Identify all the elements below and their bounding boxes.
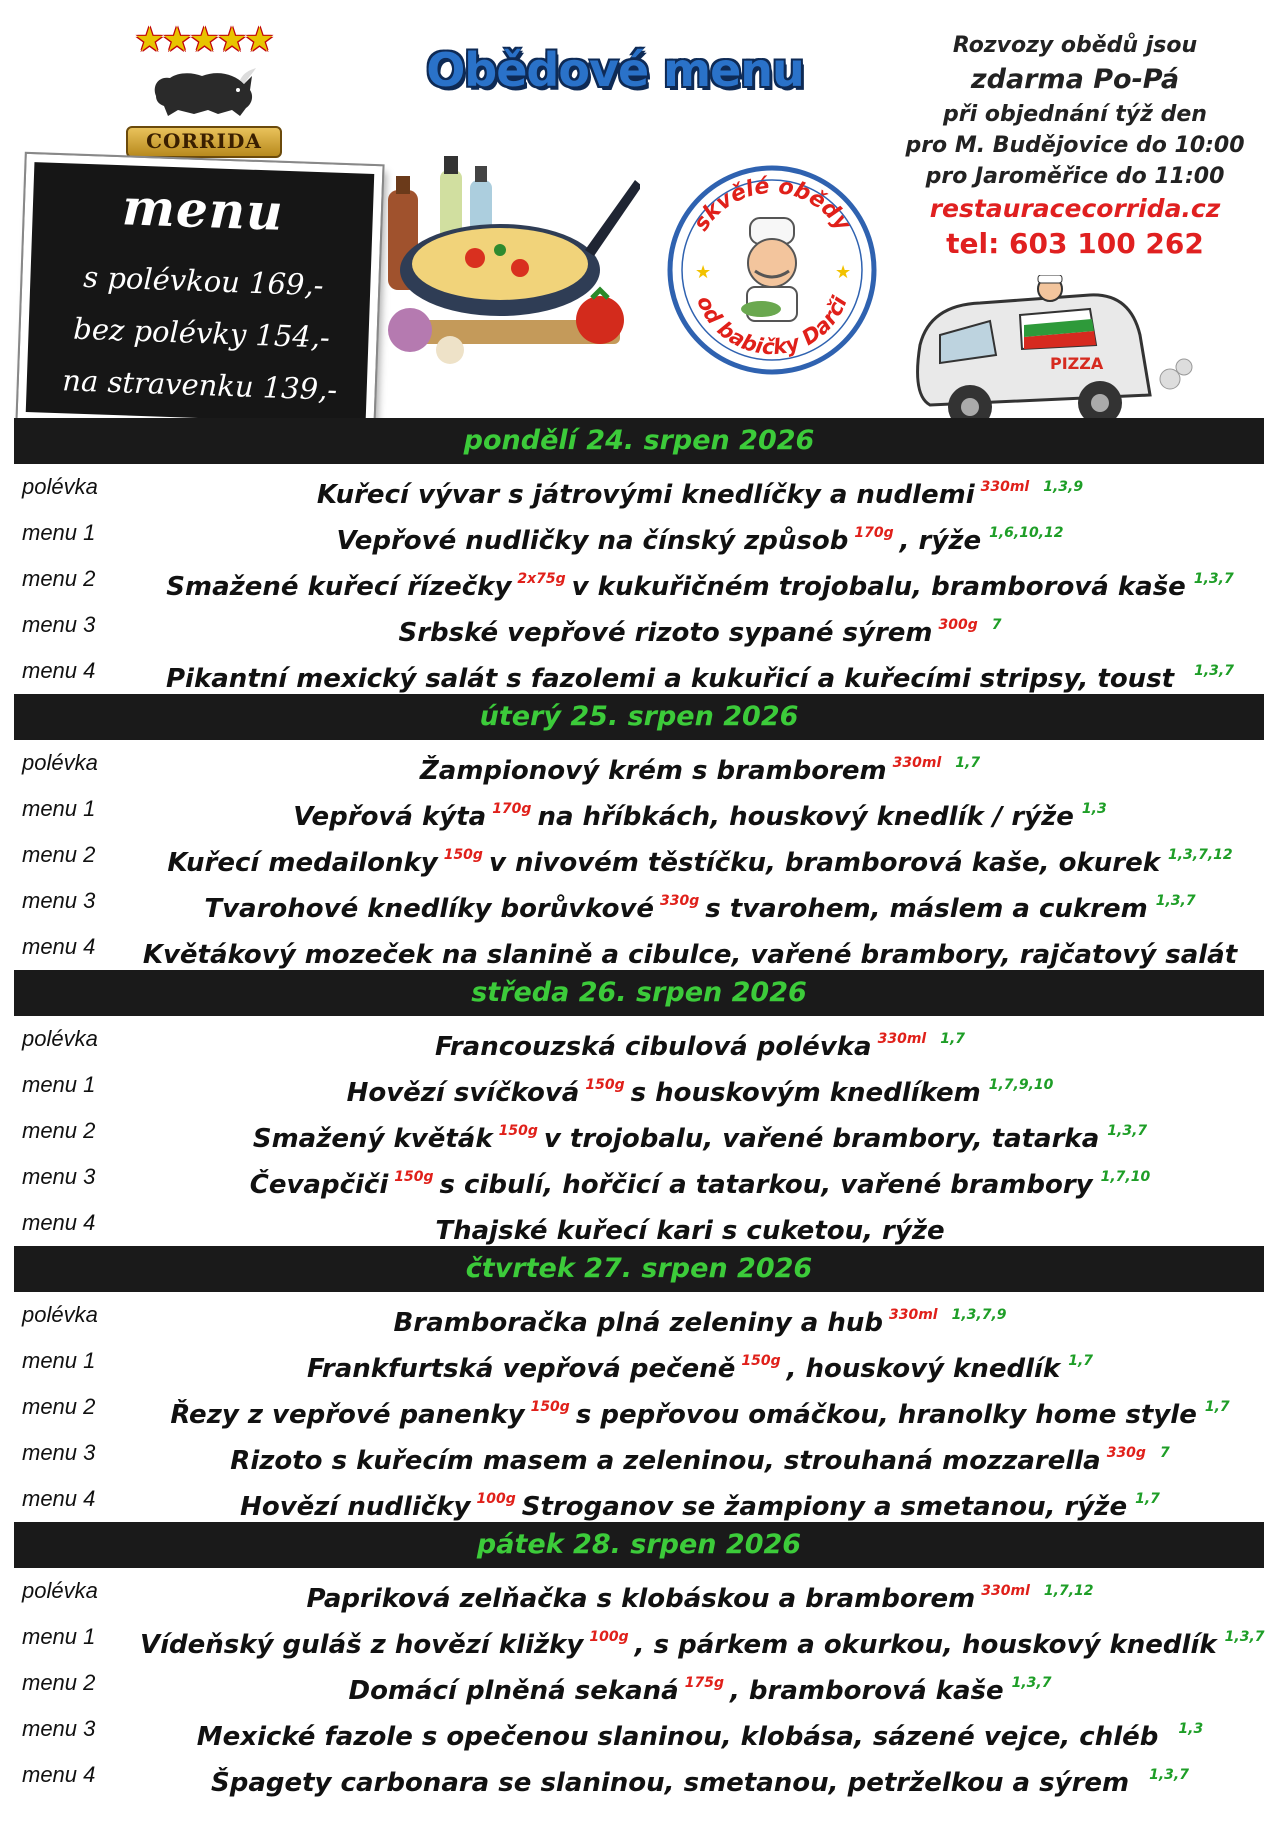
delivery-line: při objednání týž den	[943, 102, 1207, 127]
corrida-logo	[118, 20, 288, 153]
dish-name: Papriková zelňačka s klobáskou a bramborem	[306, 1584, 976, 1614]
item-label: polévka	[22, 750, 98, 775]
dish-detail: , rýže	[899, 526, 982, 556]
item-label: menu 4	[22, 1486, 96, 1511]
dish-weight: 330ml	[892, 755, 942, 771]
menu-item	[0, 1384, 1280, 1430]
board-heading: menu	[121, 177, 285, 242]
menu-item	[0, 878, 1280, 924]
delivery-van-illustration	[900, 275, 1200, 435]
dish-name: Thajské kuřecí kari s cuketou, rýže	[435, 1216, 945, 1246]
item-label: menu 3	[22, 1716, 96, 1741]
cooking-pan-illustration	[380, 150, 640, 380]
svg-text:★: ★	[695, 262, 712, 283]
dish-detail: v nivovém těstíčku, bramborová kaše, okurek	[488, 848, 1160, 878]
menu-item	[0, 832, 1280, 878]
dish-weight: 300g	[938, 617, 978, 633]
item-label: menu 1	[22, 1624, 96, 1649]
dish-allergens: 1,3,7	[1149, 1767, 1189, 1783]
delivery-line: zdarma Po-Pá	[970, 64, 1180, 95]
dish-allergens: 1,3	[1178, 1721, 1204, 1737]
dish-weight: 150g	[585, 1077, 625, 1093]
menu-item	[0, 740, 1280, 786]
dish-name: Smažené kuřecí řízečky	[166, 572, 512, 602]
dish-weight: 150g	[741, 1353, 781, 1369]
dish-name: Mexické fazole s opečenou slaninou, klobása, sázené vejce, chléb	[196, 1722, 1159, 1752]
dish-allergens: 1,7	[955, 755, 981, 771]
day-header: středa 26. srpen 2026	[14, 970, 1264, 1016]
menu-item	[0, 786, 1280, 832]
dish-allergens: 1,3,7	[1107, 1123, 1148, 1139]
dish-detail: s houskovým knedlíkem	[630, 1078, 981, 1108]
menu-item	[0, 648, 1280, 694]
menu-item	[0, 1016, 1280, 1062]
menu-item	[0, 1108, 1280, 1154]
dish-allergens: 1,3,7,9	[951, 1307, 1007, 1323]
dish-name: Bramboračka plná zeleniny a hub	[393, 1308, 883, 1338]
dish-allergens: 1,3,7,12	[1168, 847, 1233, 863]
day-section	[0, 970, 1280, 1246]
dish-detail: na hříbkách, houskový knedlík / rýže	[537, 802, 1074, 832]
dish-weight: 150g	[394, 1169, 434, 1185]
van-label: PIZZA	[1050, 354, 1104, 373]
dish-weight: 2x75g	[517, 571, 566, 587]
dish-allergens: 7	[1159, 1445, 1170, 1461]
item-label: polévka	[22, 1578, 98, 1603]
item-label: menu 2	[22, 1394, 96, 1419]
item-label: menu 1	[22, 1072, 96, 1097]
menu-item	[0, 1568, 1280, 1614]
dish-name: Vepřová kýta	[293, 802, 487, 832]
dish-allergens: 1,3,9	[1043, 479, 1084, 495]
dish-allergens: 1,3,7	[1011, 1675, 1052, 1691]
menu-item	[0, 1200, 1280, 1246]
dish-allergens: 1,6,10,12	[989, 525, 1064, 541]
menu-item	[0, 464, 1280, 510]
item-label: menu 3	[22, 612, 96, 637]
svg-text:★: ★	[835, 262, 852, 283]
website-link[interactable]: restauracecorrida.cz	[929, 194, 1221, 223]
item-label: menu 4	[22, 934, 96, 959]
day-header: čtvrtek 27. srpen 2026	[14, 1246, 1264, 1292]
dish-name: Květákový mozeček na slanině a cibulce, vařené brambory, rajčatový salát	[142, 940, 1238, 970]
item-label: menu 1	[22, 796, 96, 821]
dish-weight: 330g	[1106, 1445, 1146, 1461]
chef-badge	[665, 163, 879, 377]
menu-item	[0, 1338, 1280, 1384]
item-label: menu 2	[22, 1118, 96, 1143]
day-section	[0, 1522, 1280, 1798]
menu-item	[0, 510, 1280, 556]
dish-allergens: 1,3	[1081, 801, 1107, 817]
dish-weight: 330ml	[888, 1307, 938, 1323]
item-label: menu 3	[22, 888, 96, 913]
dish-detail: , bramborová kaše	[729, 1676, 1004, 1706]
item-label: menu 1	[22, 1348, 96, 1373]
delivery-line: Rozvozy obědů jsou	[952, 33, 1198, 58]
menu-item	[0, 1062, 1280, 1108]
bull-icon	[148, 66, 258, 118]
day-header: pátek 28. srpen 2026	[14, 1522, 1264, 1568]
item-label: menu 4	[22, 1210, 96, 1235]
item-label: menu 1	[22, 520, 96, 545]
day-section	[0, 694, 1280, 970]
menu-item	[0, 1660, 1280, 1706]
dish-weight: 100g	[476, 1491, 516, 1507]
dish-allergens: 1,3,7	[1224, 1629, 1265, 1645]
dish-name: Kuřecí vývar s játrovými knedlíčky a nudlemi	[316, 480, 975, 510]
page-title: Obědové menu	[426, 43, 804, 97]
dish-name: Špagety carbonara se slaninou, smetanou, petrželkou a sýrem	[211, 1768, 1130, 1798]
item-label: menu 4	[22, 1762, 96, 1787]
dish-weight: 330ml	[980, 479, 1030, 495]
delivery-line: pro M. Budějovice do 10:00	[905, 133, 1245, 158]
dish-allergens: 1,7,12	[1043, 1583, 1094, 1599]
dish-weight: 170g	[854, 525, 894, 541]
dish-allergens: 1,3,7	[1193, 571, 1234, 587]
item-label: menu 3	[22, 1164, 96, 1189]
dish-name: Rizoto s kuřecím masem a zeleninou, strouhaná mozzarella	[230, 1446, 1101, 1476]
dish-allergens: 1,7,9,10	[988, 1077, 1054, 1093]
day-section	[0, 1246, 1280, 1522]
day-header: úterý 25. srpen 2026	[14, 694, 1264, 740]
price-row: s polévkou 169,-	[82, 259, 325, 303]
dish-detail: , houskový knedlík	[786, 1354, 1061, 1384]
item-label: menu 2	[22, 842, 96, 867]
dish-detail: v trojobalu, vařené brambory, tatarka	[543, 1124, 1100, 1154]
item-label: menu 3	[22, 1440, 96, 1465]
menu-item	[0, 1752, 1280, 1798]
dish-detail: s tvarohem, máslem a cukrem	[705, 894, 1148, 924]
delivery-line: pro Jaroměřice do 11:00	[925, 164, 1225, 189]
dish-allergens: 7	[991, 617, 1002, 633]
dish-weight: 175g	[684, 1675, 724, 1691]
item-label: polévka	[22, 1302, 98, 1327]
dish-allergens: 1,3,7	[1194, 663, 1234, 679]
dish-allergens: 1,7	[1068, 1353, 1094, 1369]
dish-detail: , s párkem a okurkou, houskový knedlík	[634, 1630, 1217, 1660]
dish-weight: 330ml	[877, 1031, 927, 1047]
price-row: na stravenku 139,-	[61, 363, 338, 407]
dish-name: Tvarohové knedlíky borůvkové	[204, 894, 655, 924]
day-header: pondělí 24. srpen 2026	[14, 418, 1264, 464]
item-label: menu 4	[22, 658, 96, 683]
dish-allergens: 1,3,7	[1155, 893, 1196, 909]
item-label: menu 2	[22, 566, 96, 591]
dish-name: Žampionový krém s bramborem	[419, 756, 887, 786]
dish-allergens: 1,7	[940, 1031, 966, 1047]
dish-name: Smažený květák	[252, 1124, 493, 1154]
phone-number[interactable]: tel: 603 100 262	[946, 227, 1204, 260]
price-row: bez polévky 154,-	[72, 311, 331, 355]
dish-name: Hovězí nudličky	[240, 1492, 471, 1522]
dish-name: Frankfurtská vepřová pečeně	[306, 1354, 736, 1384]
menu-item	[0, 1476, 1280, 1522]
dish-weight: 150g	[498, 1123, 538, 1139]
weekly-menu	[0, 418, 1280, 1798]
item-label: menu 2	[22, 1670, 96, 1695]
price-board	[17, 154, 382, 432]
dish-weight: 150g	[443, 847, 483, 863]
dish-name: Vídeňský guláš z hovězí kližky	[140, 1630, 584, 1660]
dish-detail: Stroganov se žampiony a smetanou, rýže	[521, 1492, 1128, 1522]
dish-weight: 330ml	[981, 1583, 1030, 1599]
menu-item	[0, 1154, 1280, 1200]
brand-name: CORRIDA	[126, 126, 282, 158]
item-label: polévka	[22, 474, 98, 499]
dish-weight: 170g	[492, 801, 532, 817]
dish-detail: s pepřovou omáčkou, hranolky home style	[575, 1400, 1197, 1430]
day-section	[0, 418, 1280, 694]
dish-weight: 330g	[660, 893, 700, 909]
dish	[140, 1752, 1260, 1806]
badge-bottom-text: od babičky Darči	[692, 292, 852, 360]
dish-name: Řezy z vepřové panenky	[170, 1400, 525, 1430]
dish-name: Francouzská cibulová polévka	[434, 1032, 872, 1062]
dish-name: Hovězí svíčková	[346, 1078, 580, 1108]
menu-item	[0, 1292, 1280, 1338]
dish-weight: 100g	[589, 1629, 629, 1645]
dish-name: Pikantní mexický salát s fazolemi a kukuřicí a kuřecími stripsy, toust	[166, 664, 1175, 694]
badge-top-text: skvělé obědy	[688, 173, 856, 236]
dish-allergens: 1,7	[1204, 1399, 1230, 1415]
menu-item	[0, 1430, 1280, 1476]
menu-item	[0, 556, 1280, 602]
dish-name: Domácí plněná sekaná	[348, 1676, 679, 1706]
dish-weight: 150g	[530, 1399, 570, 1415]
dish-detail: v kukuřičném trojobalu, bramborová kaše	[571, 572, 1186, 602]
dish-allergens: 1,7,10	[1100, 1169, 1151, 1185]
five-stars-icon: ★★★★★	[134, 20, 272, 60]
dish-allergens: 1,7	[1135, 1491, 1160, 1507]
dish-name: Kuřecí medailonky	[167, 848, 438, 878]
dish-detail: s cibulí, hořčicí a tatarkou, vařené brambory	[439, 1170, 1093, 1200]
item-label: polévka	[22, 1026, 98, 1051]
menu-item	[0, 1614, 1280, 1660]
dish-name: Srbské vepřové rizoto sypané sýrem	[398, 618, 933, 648]
menu-item	[0, 602, 1280, 648]
dish-name: Čevapčiči	[249, 1170, 389, 1200]
dish-name: Vepřové nudličky na čínský způsob	[336, 526, 849, 556]
menu-item	[0, 1706, 1280, 1752]
delivery-info	[905, 30, 1245, 262]
menu-item	[0, 924, 1280, 970]
